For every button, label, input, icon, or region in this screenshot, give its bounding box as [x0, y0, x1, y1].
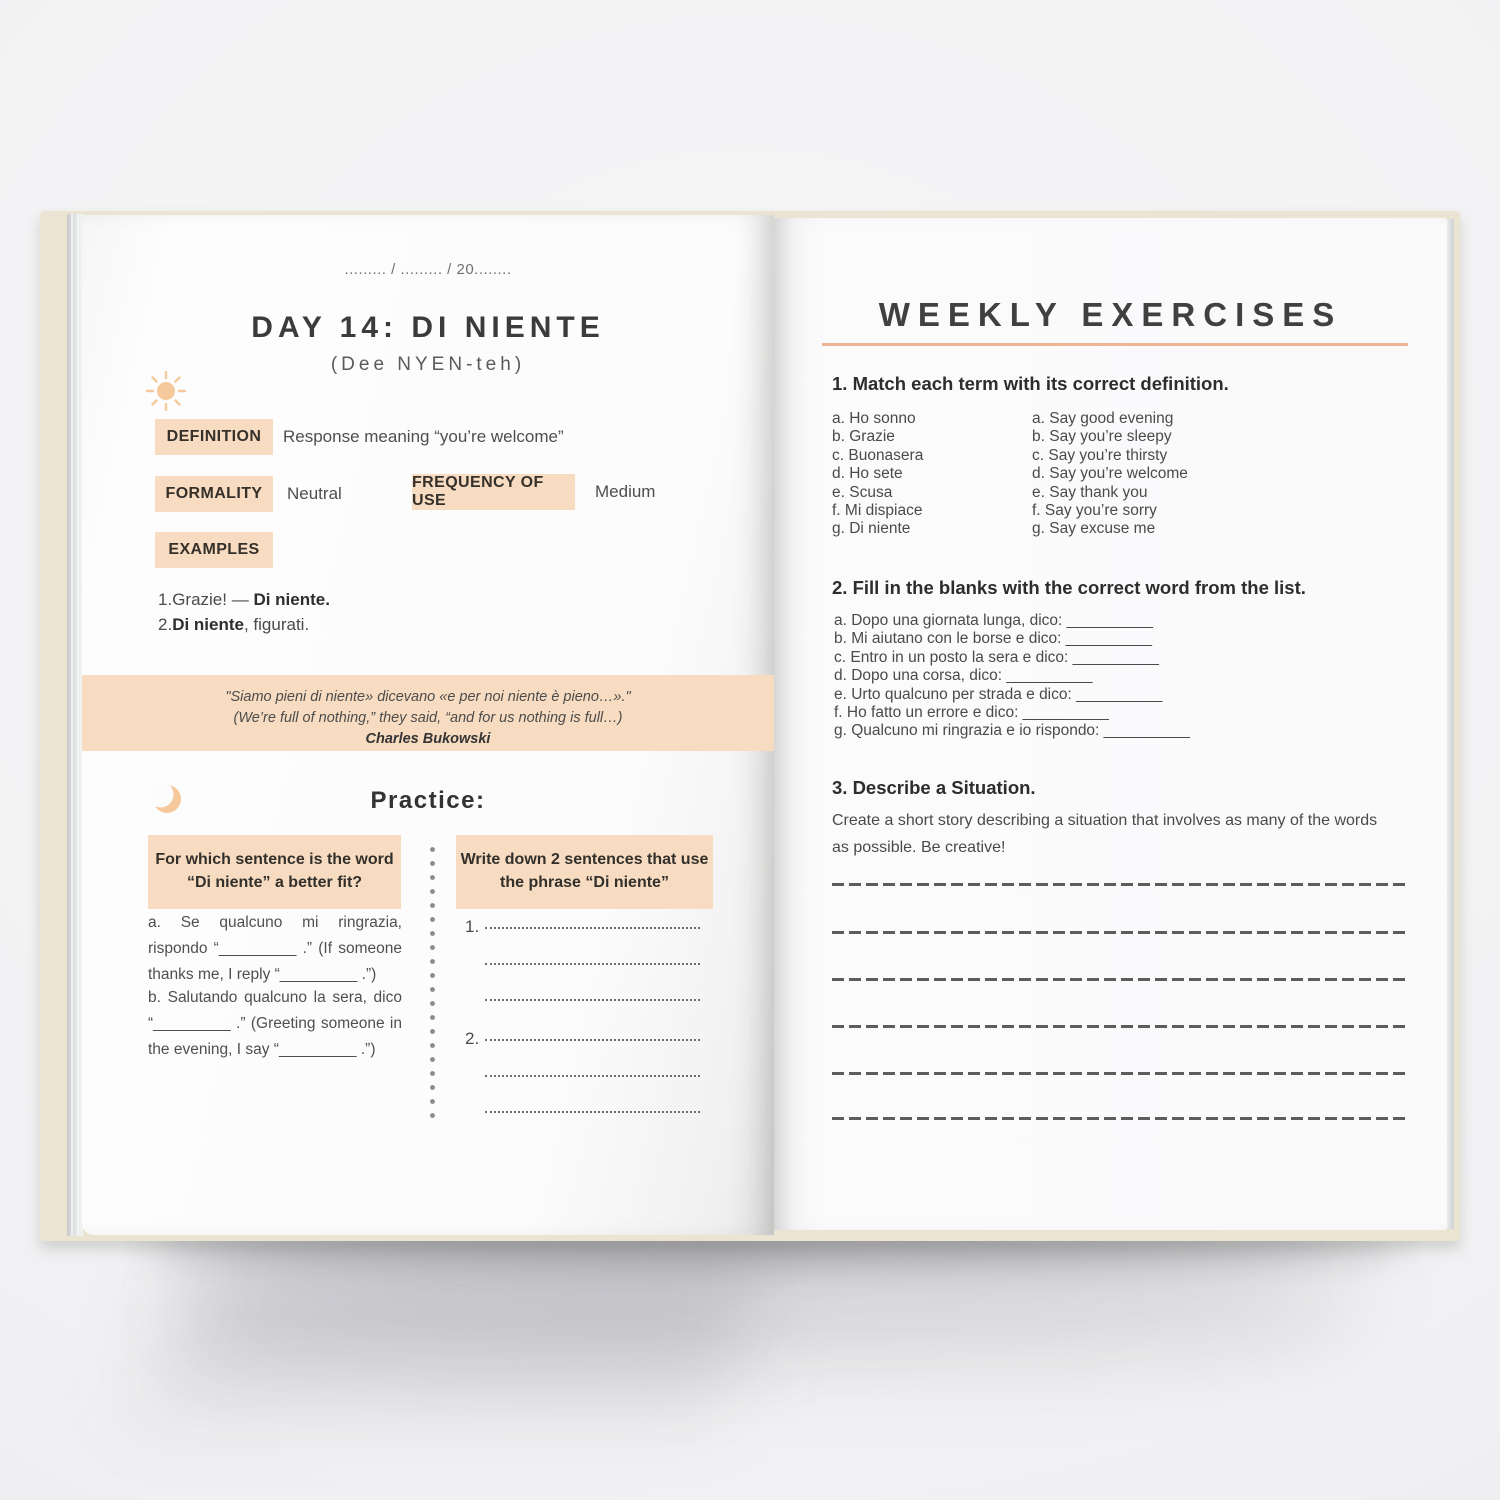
exercise-2-heading: 2. Fill in the blanks with the correct word from the list.	[832, 577, 1306, 598]
match-definition: g. Say excuse me	[1032, 520, 1156, 538]
match-definition: d. Say you’re welcome	[1032, 465, 1188, 483]
practice-writing-box: Write down 2 sentences that use the phrase “Di niente”	[456, 835, 713, 909]
left-page	[82, 215, 774, 1235]
practice-item-a: a. Se qualcuno mi ringrazia, rispondo “_________ .” (If someone thanks me, I reply “_________ .”)	[148, 914, 402, 983]
fill-in-item: d. Dopo una corsa, dico: __________	[834, 667, 1093, 685]
frequency-label: FREQUENCY OF USE	[412, 474, 575, 510]
match-term: b. Grazie	[832, 428, 895, 446]
fill-in-item: c. Entro in un posto la sera e dico: __________	[834, 648, 1159, 666]
match-term: e. Scusa	[832, 483, 893, 501]
quote-author: Charles Bukowski	[365, 731, 491, 747]
answer-dotted-line	[485, 1039, 700, 1041]
book-shadow-left	[149, 1238, 770, 1403]
definition-text: Response meaning “you’re welcome”	[283, 427, 564, 446]
formality-label: FORMALITY	[155, 476, 273, 512]
fill-in-item: g. Qualcuno mi ringrazia e io rispondo: __________	[834, 722, 1190, 740]
example-item: 2.Di niente, figurati.	[158, 615, 310, 634]
answer-dotted-line	[485, 1075, 700, 1077]
writing-line	[832, 931, 1410, 934]
fill-in-item: a. Dopo una giornata lunga, dico: __________	[834, 612, 1153, 629]
pronunciation: (Dee NYEN-teh)	[330, 354, 526, 375]
date-line: ......... / ......... / 20........	[344, 261, 512, 278]
match-definition: f. Say you’re sorry	[1032, 502, 1157, 520]
fill-in-blanks-list	[834, 612, 1190, 741]
sun-icon	[144, 369, 188, 413]
answer-dotted-line	[485, 927, 700, 929]
match-definition: c. Say you’re thirsty	[1032, 446, 1168, 464]
practice-question-box: For which sentence is the word “Di niente” a better fit?	[148, 835, 401, 909]
example-item: 1.Grazie! — Di niente.	[158, 590, 330, 609]
weekly-exercises-title: WEEKLY EXERCISES	[878, 296, 1343, 333]
dotted-divider	[430, 847, 435, 1125]
page-stack-left-edge	[67, 214, 83, 1236]
writing-line	[832, 1072, 1410, 1075]
match-term: f. Mi dispiace	[832, 502, 923, 520]
match-term: d. Ho sete	[832, 465, 903, 483]
page-stack-right-edge	[1446, 219, 1454, 1229]
answer-dotted-line	[485, 963, 700, 965]
right-page	[774, 218, 1447, 1230]
fill-in-item: b. Mi aiutano con le borse e dico: __________	[834, 630, 1152, 648]
match-definitions-column	[1032, 410, 1188, 539]
match-definition: a. Say good evening	[1032, 410, 1174, 427]
match-definition: b. Say you’re sleepy	[1032, 428, 1172, 446]
frequency-value: Medium	[595, 482, 656, 501]
match-terms-column	[832, 410, 923, 539]
answer-dotted-line	[485, 1111, 700, 1113]
formality-value: Neutral	[287, 484, 342, 503]
match-term: c. Buonasera	[832, 446, 924, 464]
match-definition: e. Say thank you	[1032, 483, 1148, 501]
writing-line	[832, 883, 1410, 886]
writing-line	[832, 1025, 1410, 1028]
answer-dotted-line	[485, 999, 700, 1001]
quote-line-italian: "Siamo pieni di niente» dicevano «e per noi niente è pieno…»."	[225, 689, 631, 705]
exercise-1-heading: 1. Match each term with its correct definition.	[832, 373, 1229, 394]
examples-label: EXAMPLES	[155, 532, 273, 568]
practice-item-b: b. Salutando qualcuno la sera, dico “_________ .” (Greeting someone in the evening, I say “_________ .”)	[148, 989, 402, 1058]
practice-heading: Practice:	[370, 787, 486, 814]
answer-number-1: 1.	[465, 917, 480, 936]
fill-in-item: f. Ho fatto un errore e dico: __________	[834, 704, 1109, 722]
quote-line-english: (We’re full of nothing,” they said, “and for us nothing is full…)	[233, 710, 623, 726]
match-term: a. Ho sonno	[832, 410, 916, 427]
fill-in-item: e. Urto qualcuno per strada e dico: __________	[834, 685, 1163, 703]
quote-band	[82, 675, 774, 751]
answer-number-2: 2.	[465, 1029, 480, 1048]
exercise-3-instructions: Create a short story describing a situation that involves as many of the words as possible. Be creative!	[832, 812, 1378, 856]
day-title: DAY 14: DI NIENTE	[251, 311, 605, 344]
definition-label: DEFINITION	[155, 419, 273, 455]
match-term: g. Di niente	[832, 520, 911, 538]
exercise-3-heading: 3. Describe a Situation.	[832, 777, 1036, 798]
examples-list	[158, 587, 330, 637]
writing-line	[832, 1117, 1410, 1120]
writing-line	[832, 978, 1410, 981]
title-underline	[822, 343, 1408, 346]
